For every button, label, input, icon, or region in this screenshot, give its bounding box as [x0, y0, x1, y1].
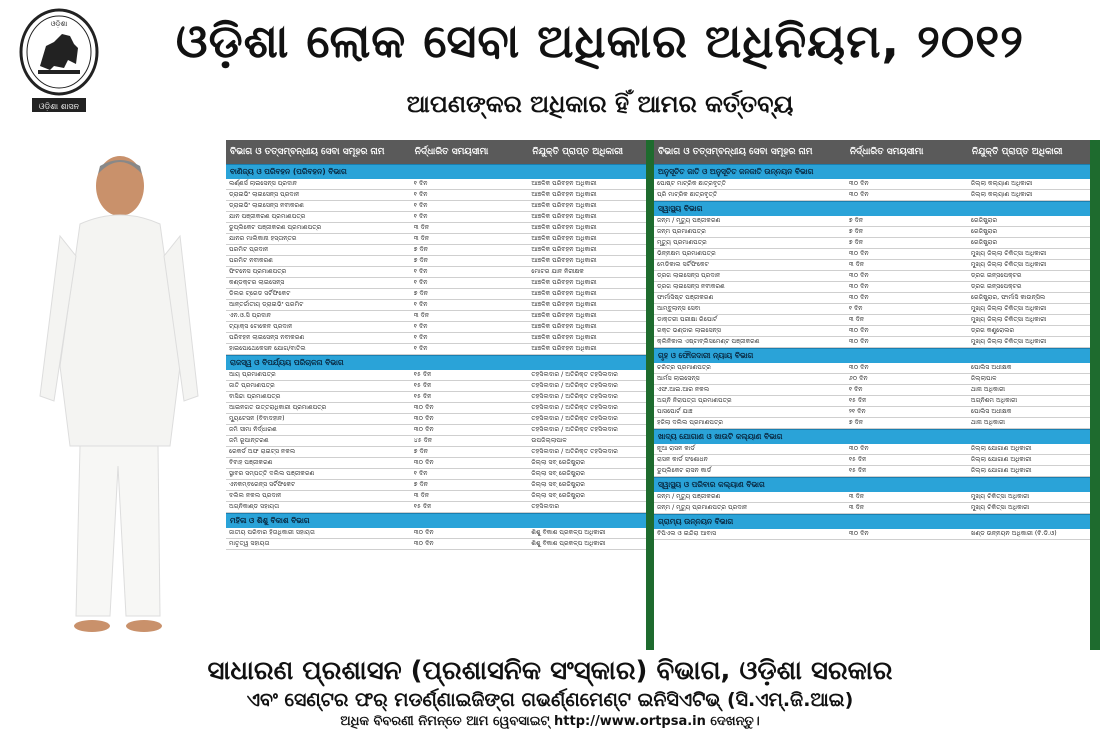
service-name: ଜନ୍ମ / ମୃତ୍ୟୁ ପଞ୍ଜୀକରଣ [657, 493, 721, 500]
time-limit: ୧ ଦିନ [413, 345, 428, 352]
designated-officer: ଜିଲ୍ଲା ସବ୍ ରେଜିଷ୍ଟ୍ରାର [531, 492, 585, 499]
table-row [654, 179, 1090, 190]
designated-officer: ଡ୍ରଗ କଣ୍ଟ୍ରୋଲର [970, 327, 1015, 334]
table-row [654, 293, 1090, 304]
column-header-time: ନିର୍ଦ୍ଧାରିତ ସମୟସୀମା [414, 147, 489, 157]
table-row [226, 447, 646, 458]
time-limit: ୧୫ ଦିନ [413, 393, 432, 400]
table-row [226, 403, 646, 414]
service-name: ଜମି ସୀମା ନିର୍ଦ୍ଧାରଣ [229, 426, 277, 433]
table-row [654, 282, 1090, 293]
time-limit: ୩୦ ଦିନ [848, 272, 869, 279]
table-row [226, 223, 646, 234]
table-header [654, 140, 1090, 164]
column-header-service: ବିଭାଗ ଓ ତତ୍ସମ୍ବନ୍ଧୀୟ ସେବା ସମୂହର ନାମ [658, 147, 813, 157]
time-limit: ୧ ଦିନ [848, 386, 863, 393]
time-limit: ୩ ଦିନ [413, 235, 430, 242]
time-limit: ୭ ଦିନ [413, 448, 429, 455]
table-row [226, 300, 646, 311]
time-limit: ୧ ଦିନ [413, 301, 428, 308]
table-row [654, 529, 1090, 540]
service-name: ଯାନର ମାଲିକାନା ହସ୍ତାନ୍ତର [229, 235, 297, 242]
designated-officer: ଜିଲ୍ଲା କଲ୍ୟାଣ ଅଧିକାରୀ [970, 191, 1033, 198]
time-limit: ୧ ଦିନ [413, 268, 428, 275]
table-row [654, 304, 1090, 315]
table-row [226, 190, 646, 201]
service-name: ବିପିଏଲ ଓ ଇନ୍ଦିରା ଆବାସ [657, 530, 717, 537]
table-row [654, 503, 1090, 514]
time-limit: ୩୦ ଦିନ [848, 294, 869, 301]
table-row [226, 212, 646, 223]
designated-officer: ମୁଖ୍ୟ ଜିଲ୍ଲା ଚିକିତ୍ସା ଅଧିକାରୀ [970, 250, 1047, 257]
table-row [654, 418, 1090, 429]
designated-officer: ରେଜିଷ୍ଟ୍ରାର [970, 239, 998, 246]
service-name: ନୂଆ ରାସନ କାର୍ଡ [657, 445, 695, 452]
table-row [226, 425, 646, 436]
service-name: ଦଲିଲ ନକଲ ପ୍ରଦାନ [229, 492, 282, 499]
designated-officer: ଜିଲ୍ଲା ସବ୍ ରେଜିଷ୍ଟ୍ରାର [531, 470, 585, 477]
table-row [654, 260, 1090, 271]
table-row [226, 491, 646, 502]
time-limit: ୩ ଦିନ [848, 493, 865, 500]
service-name: ସ୍ଥାବର ସମ୍ପତ୍ତି ଦଲିଲ ପଞ୍ଜୀକରଣ [229, 470, 315, 477]
designated-officer: ରେଜିଷ୍ଟ୍ରାର, ଫାର୍ମାସି କାଉନ୍ସିଲ [970, 294, 1046, 301]
service-name: ଜାତି ପ୍ରମାଣପତ୍ର [229, 382, 275, 389]
service-name: ଡ୍ରାଇଭିଂ ଲାଇସେନ୍ସ ନବୀକରଣ [229, 202, 304, 209]
designated-officer: ଥାନା ଅଧିକାରୀ [970, 386, 1005, 393]
time-limit: ୩୦ ଦିନ [413, 404, 434, 411]
time-limit: ୩୦ ଦିନ [413, 415, 434, 422]
designated-officer: ଶିଶୁ ବିକାଶ ପ୍ରକଳ୍ପ ଅଧିକାରୀ [531, 529, 606, 536]
table-row [226, 539, 646, 550]
service-name: ମାତୃତ୍ୱ ସହାୟତା [229, 540, 270, 547]
designated-officer: ଶିଶୁ ବିକାଶ ପ୍ରକଳ୍ପ ଅଧିକାରୀ [531, 540, 606, 547]
designated-officer: ଆଞ୍ଚଳିକ ପରିବହନ ଅଧିକାରୀ [531, 312, 597, 319]
table-row [226, 234, 646, 245]
table-row [226, 311, 646, 322]
service-name: ଚରିତ୍ର ପ୍ରମାଣପତ୍ର [657, 364, 711, 371]
time-limit: ୧ ଦିନ [413, 202, 428, 209]
table-row [654, 315, 1090, 326]
service-name: ଡୁପ୍ଲିକେଟ ରାସନ କାର୍ଡ [657, 467, 712, 474]
table-row [226, 333, 646, 344]
designated-officer: ଜିଲ୍ଲା ଯୋଗାଣ ଅଧିକାରୀ [970, 445, 1032, 452]
table-row [226, 278, 646, 289]
table-row [226, 392, 646, 403]
service-name: ଜନ୍ମ ପ୍ରମାଣପତ୍ର [657, 228, 706, 235]
time-limit: ୧୫ ଦିନ [413, 371, 432, 378]
table-header [226, 140, 646, 164]
designated-officer: ଆଞ୍ଚଳିକ ପରିବହନ ଅଧିକାରୀ [531, 301, 597, 308]
service-name: ଆଇନଗତ ଉତ୍ତରାଧିକାରୀ ପ୍ରମାଣପତ୍ର [229, 404, 327, 411]
designated-officer: ତହସିଲଦାର / ଅତିରିକ୍ତ ତହସିଲଦାର [531, 393, 618, 400]
service-name: ଆୟ ପ୍ରମାଣପତ୍ର [229, 371, 276, 378]
section-header: ଅନୁସୂଚିତ ଜାତି ଓ ଅନୁସୂଚିତ ଜନଜାତି ଉନ୍ନୟନ ବିଭାଗ [654, 164, 1090, 179]
designated-officer: ତହସିଲଦାର / ଅତିରିକ୍ତ ତହସିଲଦାର [531, 371, 618, 378]
chief-minister-photo [20, 146, 220, 646]
section-header: ଖାଦ୍ୟ ଯୋଗାଣ ଓ ଖାଉଟି କଲ୍ୟାଣ ବିଭାଗ [654, 429, 1090, 444]
time-limit: ୭ ଦିନ [413, 481, 429, 488]
table-row [226, 245, 646, 256]
service-name: ବିବାହ ପଞ୍ଜୀକରଣ [229, 459, 273, 466]
page-subtitle: ଆପଣଙ୍କର ଅଧିକାର ହିଁ ଆମର କର୍ତ୍ତବ୍ୟ [406, 90, 794, 118]
time-limit: ୧ ଦିନ [413, 213, 428, 220]
service-name: ଡ୍ରଗ ଲାଇସେନ୍ସ ନବୀକରଣ [657, 283, 725, 290]
service-name: ଜନ୍ମ / ମୃତ୍ୟୁ ପଞ୍ଜୀକରଣ [657, 217, 721, 224]
designated-officer: ତହସିଲଦାର / ଅତିରିକ୍ତ ତହସିଲଦାର [531, 415, 618, 422]
footer [0, 650, 1100, 733]
table-row [226, 201, 646, 212]
time-limit: ୧୫ ଦିନ [848, 456, 867, 463]
service-name: ମୃତ୍ୟୁ ପ୍ରମାଣପତ୍ର [657, 239, 707, 246]
table-row [654, 238, 1090, 249]
time-limit: ୧ ଦିନ [848, 305, 863, 312]
services-table-right [654, 140, 1090, 650]
service-name: ଅଗ୍ନିକାଣ୍ଡ ସହାୟତା [229, 503, 280, 510]
table-row [654, 249, 1090, 260]
designated-officer: ଜିଲ୍ଲା ସବ୍ ରେଜିଷ୍ଟ୍ରାର [531, 481, 585, 488]
table-row [226, 414, 646, 425]
service-name: ପାସପୋର୍ଟ ଯାଞ୍ଚ [657, 408, 693, 415]
footer-website: ଅଧିକ ବିବରଣୀ ନିମନ୍ତେ ଆମ ୱେବସାଇଟ୍ http://www.ortpsa.in ଦେଖନ୍ତୁ। [340, 714, 760, 729]
designated-officer: ଆଞ୍ଚଳିକ ପରିବହନ ଅଧିକାରୀ [531, 224, 597, 231]
section-header: ମହିଳା ଓ ଶିଶୁ ବିକାଶ ବିଭାଗ [226, 513, 646, 528]
designated-officer: ତହସିଲଦାର / ଅତିରିକ୍ତ ତହସିଲଦାର [531, 382, 618, 389]
service-name: ପରମିଟ ପ୍ରଦାନ [229, 246, 269, 253]
service-name: ଏନକମ୍ବରେନ୍ସ ସର୍ଟିଫିକେଟ [229, 481, 296, 488]
time-limit: ୧ ଦିନ [413, 323, 428, 330]
designated-officer: ମୋଟର ଯାନ ନିରୀକ୍ଷକ [531, 268, 584, 275]
time-limit: ୧ ଦିନ [413, 470, 428, 477]
service-name: ଡାକ୍ତରୀ ପରୀକ୍ଷା ରିପୋର୍ଟ [657, 316, 718, 323]
table-row [654, 216, 1090, 227]
table-row [654, 337, 1090, 348]
time-limit: ୭ ଦିନ [413, 290, 429, 297]
service-name: କ୍ଲିନିକାଲ ଏଷ୍ଟାବ୍ଲିସମେଣ୍ଟ ପଞ୍ଜୀକରଣ [657, 338, 760, 345]
table-row [226, 289, 646, 300]
service-name: ଆମ୍ବୁଲାନ୍ସ ସେବା [657, 305, 701, 312]
table-body [654, 164, 1090, 540]
service-name: ମେଡିକାଲ ସର୍ଟିଫିକେଟ [657, 261, 709, 268]
table-row [654, 444, 1090, 455]
time-limit: ୩୦ ଦିନ [848, 338, 869, 345]
designated-officer: ଆଞ୍ଚଳିକ ପରିବହନ ଅଧିକାରୀ [531, 235, 597, 242]
service-name: ରାସନ କାର୍ଡ ସଂଶୋଧନ [657, 456, 708, 463]
designated-officer: ଆଞ୍ଚଳିକ ପରିବହନ ଅଧିକାରୀ [531, 290, 597, 297]
time-limit: ୩୦ ଦିନ [848, 530, 869, 537]
designated-officer: ଆଞ୍ଚଳିକ ପରିବହନ ଅଧିକାରୀ [531, 246, 597, 253]
service-name: ହାଇପୋଥେକେସନ ଯୋଗ/ବାତିଲ [229, 345, 306, 352]
time-limit: ୩୦ ଦିନ [848, 364, 869, 371]
table-row [654, 374, 1090, 385]
service-name: ରକ୍ତ ଭଣ୍ଡାର ଲାଇସେନ୍ସ [657, 327, 721, 334]
table-row [654, 396, 1090, 407]
time-limit: ୬୦ ଦିନ [848, 375, 868, 382]
service-name: ଜନ୍ମ / ମୃତ୍ୟୁ ପ୍ରମାଣପତ୍ର ପ୍ରଦାନ [657, 504, 748, 511]
time-limit: ୩୦ ଦିନ [413, 540, 434, 547]
designated-officer: ମୁଖ୍ୟ ଜିଲ୍ଲା ଚିକିତ୍ସା ଅଧିକାରୀ [970, 316, 1047, 323]
designated-officer: ଖଣ୍ଡ ଉନ୍ନୟନ ଅଧିକାରୀ (ବି.ଡି.ଓ) [970, 530, 1057, 537]
designated-officer: ଆଞ୍ଚଳିକ ପରିବହନ ଅଧିକାରୀ [531, 202, 597, 209]
time-limit: ୧୫ ଦିନ [413, 382, 432, 389]
table-row [226, 480, 646, 491]
time-limit: ୧୫ ଦିନ [848, 467, 867, 474]
service-name: ହଜିଲା ଦଲିଲ ପ୍ରମାଣପତ୍ର [657, 419, 724, 426]
table-row [226, 436, 646, 447]
designated-officer: ତହସିଲଦାର / ଅତିରିକ୍ତ ତହସିଲଦାର [531, 426, 618, 433]
table-row [226, 344, 646, 355]
table-row [654, 190, 1090, 201]
designated-officer: ଥାନା ଅଧିକାରୀ [970, 419, 1005, 426]
table-row [654, 455, 1090, 466]
service-name: ଏନ.ଓ.ସି ପ୍ରଦାନ [229, 312, 272, 319]
designated-officer: ଉପଜିଲ୍ଲାପାଳ [531, 437, 567, 444]
table-body [226, 164, 646, 550]
designated-officer: ତହସିଲଦାର / ଅତିରିକ୍ତ ତହସିଲଦାର [531, 404, 618, 411]
time-limit: ୩ ଦିନ [848, 504, 865, 511]
emblem-caption: ଓଡ଼ିଶା ଶାସନ [38, 102, 80, 111]
service-name: ଜାତୀୟ ପରିବାର ହିତାଧିକାରୀ ସହାୟତା [229, 529, 315, 536]
designated-officer: ପୋଲିସ ଅଧୀକ୍ଷକ [970, 408, 1012, 415]
service-name: କଣ୍ଡକ୍ଟର ଲାଇସେନ୍ସ [229, 279, 285, 286]
time-limit: ୧୫ ଦିନ [413, 503, 432, 510]
designated-officer: ଡ୍ରଗ ଇନ୍ସପେକ୍ଟର [970, 283, 1022, 290]
table-row [226, 267, 646, 278]
service-name: ଲର୍ଣ୍ଣର୍ସ ଲାଇସେନ୍ସ ପ୍ରଦାନ [229, 180, 298, 187]
time-limit: ୧୫ ଦିନ [848, 397, 867, 404]
designated-officer: ଆଞ୍ଚଳିକ ପରିବହନ ଅଧିକାରୀ [531, 345, 597, 352]
time-limit: ୪୫ ଦିନ [413, 437, 433, 444]
column-header-time: ନିର୍ଦ୍ଧାରିତ ସମୟସୀମା [849, 147, 924, 157]
time-limit: ୧ ଦିନ [413, 279, 428, 286]
time-limit: ୩୦ ଦିନ [848, 250, 869, 257]
table-row [654, 363, 1090, 374]
time-limit: ୩୦ ଦିନ [413, 459, 434, 466]
column-header-officer: ନିଯୁକ୍ତି ପ୍ରାପ୍ତ ଅଧିକାରୀ [971, 147, 1063, 157]
table-row [654, 466, 1090, 477]
section-header: ସ୍ୱାସ୍ଥ୍ୟ ଓ ପରିବାର କଲ୍ୟାଣ ବିଭାଗ [654, 477, 1090, 492]
service-name: ଅଗ୍ନି ନିରାପତ୍ତା ପ୍ରମାଣପତ୍ର [657, 397, 732, 404]
designated-officer: ତହସିଲଦାର [531, 503, 560, 510]
table-row [226, 322, 646, 333]
service-name: ପରିବହନ ଲାଇସେନ୍ସ ନବୀକରଣ [229, 334, 305, 341]
odisha-emblem-icon [18, 6, 100, 118]
service-name: ଭିନ୍ନକ୍ଷମ ପ୍ରମାଣପତ୍ର [657, 250, 716, 257]
column-header-officer: ନିଯୁକ୍ତି ପ୍ରାପ୍ତ ଅଧିକାରୀ [532, 147, 623, 157]
column-header-service: ବିଭାଗ ଓ ତତ୍ସମ୍ବନ୍ଧୀୟ ସେବା ସମୂହର ନାମ [230, 147, 385, 157]
section-header: ବାଣିଜ୍ୟ ଓ ପରିବହନ (ପରିବହନ) ବିଭାଗ [226, 164, 646, 179]
service-name: ଆନ୍ତର୍ଜାତୀୟ ଡ୍ରାଇଭିଂ ପରମିଟ [229, 301, 304, 308]
table-row [226, 370, 646, 381]
table-row [226, 458, 646, 469]
designated-officer: ଡ୍ରଗ ଇନ୍ସପେକ୍ଟର [970, 272, 1022, 279]
service-name: ଡିଲର ଟ୍ରେଡ ସର୍ଟିଫିକେଟ [229, 290, 291, 297]
time-limit: ୨୧ ଦିନ [848, 408, 866, 415]
designated-officer: ପୋଲିସ ଅଧୀକ୍ଷକ [970, 364, 1012, 371]
service-name: ଡୁପ୍ଲିକେଟ ପଞ୍ଜୀକରଣ ପ୍ରମାଣପତ୍ର [229, 224, 322, 231]
designated-officer: ଆଞ୍ଚଳିକ ପରିବହନ ଅଧିକାରୀ [531, 279, 597, 286]
time-limit: ୩ ଦିନ [848, 261, 865, 268]
time-limit: ୩୦ ଦିନ [413, 426, 434, 433]
time-limit: ୩ ଦିନ [413, 312, 430, 319]
designated-officer: ଆଞ୍ଚଳିକ ପରିବହନ ଅଧିକାରୀ [531, 334, 597, 341]
time-limit: ୭ ଦିନ [413, 246, 429, 253]
footer-department: ସାଧାରଣ ପ୍ରଶାସନ (ପ୍ରଶାସନିକ ସଂସ୍କାର) ବିଭାଗ, ଓଡ଼ିଶା ସରକାର [207, 656, 893, 686]
page-title: ଓଡ଼ିଶା ଲୋକ ସେବା ଅଧିକାର ଅଧିନିୟମ, ୨୦୧୨ [175, 14, 1025, 68]
time-limit: ୩୦ ଦିନ [848, 180, 869, 187]
designated-officer: ମୁଖ୍ୟ ଜିଲ୍ଲା ଚିକିତ୍ସା ଅଧିକାରୀ [970, 305, 1047, 312]
time-limit: ୭ ଦିନ [848, 419, 864, 426]
service-name: ମ୍ୟୁଟେସନ (ବିବାଦହୀନ) [229, 415, 285, 422]
service-name: ପ୍ରି ମାଟ୍ରିକ ଛାତ୍ରବୃତ୍ତି [657, 191, 718, 198]
designated-officer: ମୁଖ୍ୟ ଚିକିତ୍ସା ଅଧିକାରୀ [970, 493, 1030, 500]
time-limit: ୩୦ ଦିନ [848, 445, 869, 452]
designated-officer: ଜିଲ୍ଲା ଯୋଗାଣ ଅଧିକାରୀ [970, 456, 1032, 463]
service-name: ଫାର୍ମାସିଷ୍ଟ ପଞ୍ଜୀକରଣ [657, 294, 714, 301]
designated-officer: ମୁଖ୍ୟ ଜିଲ୍ଲା ଚିକିତ୍ସା ଅଧିକାରୀ [970, 261, 1047, 268]
designated-officer: ଆଞ୍ଚଳିକ ପରିବହନ ଅଧିକାରୀ [531, 191, 597, 198]
service-name: ପୋଷ୍ଟ ମାଟ୍ରିକ ଛାତ୍ରବୃତ୍ତି [657, 180, 726, 187]
designated-officer: ଜିଲ୍ଲା ଯୋଗାଣ ଅଧିକାରୀ [970, 467, 1032, 474]
table-row [654, 326, 1090, 337]
time-limit: ୭ ଦିନ [848, 228, 864, 235]
table-row [654, 227, 1090, 238]
designated-officer: ଆଞ୍ଚଳିକ ପରିବହନ ଅଧିକାରୀ [531, 323, 597, 330]
time-limit: ୩୦ ଦିନ [848, 327, 869, 334]
section-header: ସ୍ୱାସ୍ଥ୍ୟ ବିଭାଗ [654, 201, 1090, 216]
time-limit: ୧ ଦିନ [413, 334, 428, 341]
time-limit: ୭ ଦିନ [848, 217, 864, 224]
table-row [226, 469, 646, 480]
time-limit: ୩୦ ଦିନ [848, 283, 869, 290]
table-row [654, 407, 1090, 418]
service-name: ଯାନ ପଞ୍ଜୀକରଣ ପ୍ରମାଣପତ୍ର [229, 213, 306, 220]
table-row [226, 381, 646, 392]
footer-partner: ଏବଂ ସେଣ୍ଟର ଫର୍ ମଡର୍ଣ୍ଣାଇଜିଙ୍ଗ ଗଭର୍ଣ୍ଣମେଣ୍ଟ ଇନିସିଏଟିଭ୍ (ସି.ଏମ୍.ଜି.ଆଇ) [246, 689, 854, 711]
table-row [654, 492, 1090, 503]
designated-officer: ରେଜିଷ୍ଟ୍ରାର [970, 228, 998, 235]
table-row [226, 179, 646, 190]
time-limit: ୧ ଦିନ [413, 180, 428, 187]
section-header: ରାଜସ୍ୱ ଓ ବିପର୍ଯ୍ୟୟ ପରିଚାଳନା ବିଭାଗ [226, 355, 646, 370]
service-name: ଟ୍ୟାକ୍ସ ଟୋକେନ ପ୍ରଦାନ [229, 323, 293, 330]
time-limit: ୩ ଦିନ [413, 492, 430, 499]
service-name: ଜମି ରୂପାନ୍ତରଣ [229, 437, 269, 444]
time-limit: ୧ ଦିନ [413, 191, 428, 198]
service-name: ରେକର୍ଡ ଅଫ ରାଇଟ୍ସ ନକଲ [229, 448, 296, 455]
designated-officer: ମୁଖ୍ୟ ଜିଲ୍ଲା ଚିକିତ୍ସା ଅଧିକାରୀ [970, 338, 1047, 345]
designated-officer: ରେଜିଷ୍ଟ୍ରାର [970, 217, 998, 224]
designated-officer: ଆଞ୍ଚଳିକ ପରିବହନ ଅଧିକାରୀ [531, 180, 597, 187]
table-row [226, 528, 646, 539]
emblem-top-caption: ଓଡ଼ିଶା [50, 20, 68, 28]
services-table-left [226, 140, 646, 650]
designated-officer: ତହସିଲଦାର / ଅତିରିକ୍ତ ତହସିଲଦାର [531, 448, 618, 455]
service-name: ଆର୍ମସ ଲାଇସେନ୍ସ [657, 375, 700, 382]
section-header: ଗୃହ ଓ ଫୌଜଦାରୀ ନ୍ୟାୟ ବିଭାଗ [654, 348, 1090, 363]
section-header: ଗ୍ରାମ୍ୟ ଉନ୍ନୟନ ବିଭାଗ [654, 514, 1090, 529]
header [0, 0, 1100, 140]
time-limit: ୭ ଦିନ [848, 239, 864, 246]
table-row [654, 385, 1090, 396]
service-name: ପରମିଟ ନବୀକରଣ [229, 257, 273, 264]
time-limit: ୩ ଦିନ [413, 224, 430, 231]
designated-officer: ଅଗ୍ନିଶମ ଅଧିକାରୀ [970, 397, 1018, 404]
designated-officer: ଜିଲ୍ଲା କଲ୍ୟାଣ ଅଧିକାରୀ [970, 180, 1033, 187]
designated-officer: ମୁଖ୍ୟ ଚିକିତ୍ସା ଅଧିକାରୀ [970, 504, 1030, 511]
service-name: ଏଫ.ଆଇ.ଆର ନକଲ [657, 386, 710, 393]
service-name: ଫିଟନେସ ପ୍ରମାଣପତ୍ର [229, 268, 287, 275]
time-limit: ୩୦ ଦିନ [413, 529, 434, 536]
designated-officer: ଜିଲ୍ଲା ସବ୍ ରେଜିଷ୍ଟ୍ରାର [531, 459, 585, 466]
time-limit: ୭ ଦିନ [413, 257, 429, 264]
service-name: ଡ୍ରଗ ଲାଇସେନ୍ସ ପ୍ରଦାନ [657, 272, 721, 279]
table-row [654, 271, 1090, 282]
table-row [226, 502, 646, 513]
service-name: ବାସିନ୍ଦା ପ୍ରମାଣପତ୍ର [229, 393, 281, 400]
designated-officer: ଆଞ୍ଚଳିକ ପରିବହନ ଅଧିକାରୀ [531, 213, 597, 220]
table-row [226, 256, 646, 267]
time-limit: ୩୦ ଦିନ [848, 191, 869, 198]
service-name: ଡ୍ରାଇଭିଂ ଲାଇସେନ୍ସ ପ୍ରଦାନ [229, 191, 300, 198]
designated-officer: ଆଞ୍ଚଳିକ ପରିବହନ ଅଧିକାରୀ [531, 257, 597, 264]
designated-officer: ଜିଲ୍ଲାପାଳ [970, 375, 997, 382]
time-limit: ୩ ଦିନ [848, 316, 865, 323]
